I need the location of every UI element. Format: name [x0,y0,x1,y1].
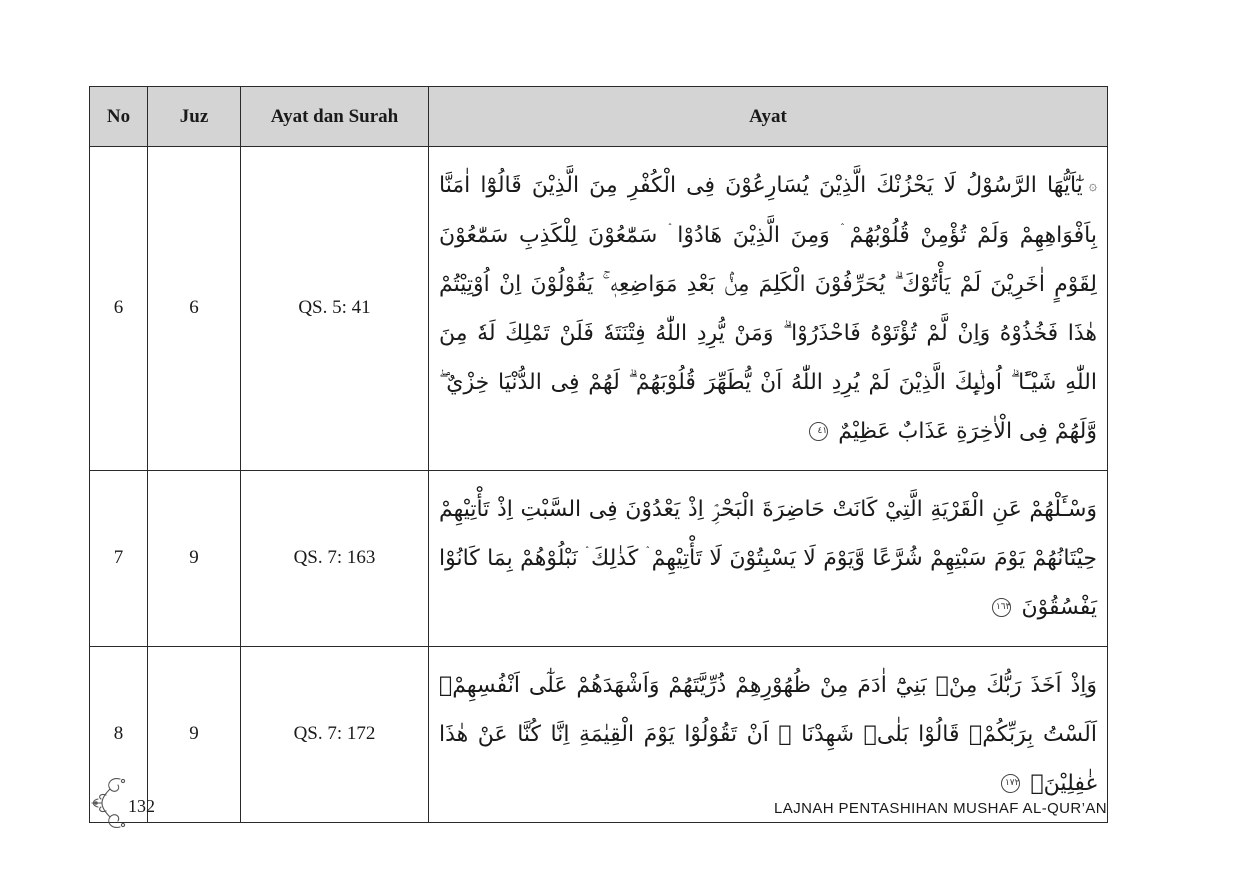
row-ayat-cell [429,147,1108,471]
row-juz: 6 [148,147,241,471]
row-surah-reference: QS. 7: 172 [241,646,429,822]
page-number: 132 [128,796,155,816]
ayat-table [89,86,1108,823]
verse-end-marker: ٤١ [809,422,828,441]
row-surah-reference: QS. 5: 41 [241,147,429,471]
row-juz: 9 [148,470,241,646]
verse-end-marker: ١٧٢ [1001,774,1020,793]
verse-end-marker: ١٦٣ [992,598,1011,617]
ayat-text-block [439,661,1097,808]
ayat-text: وَسْـَٔلْهُمْ عَنِ الْقَرْيَةِ الَّتِيْ كَانَتْ حَاضِرَةَ الْبَحْرِۘ اِذْ يَعْدُوْنَ فِى السَّبْتِ اِذْ تَأْتِيْهِمْ حِيْتَانُهُمْ يَوْمَ سَبْتِهِمْ شُرَّعًا وَّيَوْمَ لَا يَسْبِتُوْنَ لَا تَأْتِيْهِمْ ۛ كَذٰلِكَ ۛ نَبْلُوْهُمْ بِمَا كَانُوْا يَفْسُقُوْنَ [439,496,1097,620]
ayat-text-block [439,161,1097,456]
row-number: 6 [90,147,148,471]
header-juz: Juz [148,87,241,147]
table-row [90,646,1108,822]
rub-el-hizb-icon: ۞ [1088,177,1097,194]
floral-ornament-icon [90,773,132,833]
row-number: 8 [90,646,148,822]
ayat-text: وَاِذْ اَخَذَ رَبُّكَ مِنْۢ بَنِيْٓ اٰدَمَ مِنْ ظُهُوْرِهِمْ ذُرِّيَّتَهُمْ وَاَشْهَدَهُمْ عَلٰٓى اَنْفُسِهِمْۚ اَلَسْتُ بِرَبِّكُمْۗ قَالُوْا بَلٰىۛ شَهِدْنَا ۛ اَنْ تَقُوْلُوْا يَوْمَ الْقِيٰمَةِ اِنَّا كُنَّا عَنْ هٰذَا غٰفِلِيْنَۙ [439,672,1097,796]
header-ayat: Ayat [429,87,1108,147]
table-row [90,147,1108,471]
table-header-row [90,87,1108,147]
ayat-text: يٰٓاَيُّهَا الرَّسُوْلُ لَا يَحْزُنْكَ الَّذِيْنَ يُسَارِعُوْنَ فِى الْكُفْرِ مِنَ الَّذِيْنَ قَالُوْٓا اٰمَنَّا بِاَفْوَاهِهِمْ وَلَمْ تُؤْمِنْ قُلُوْبُهُمْ ۛ وَمِنَ الَّذِيْنَ هَادُوْا ۛ سَمّٰعُوْنَ لِلْكَذِبِ سَمّٰعُوْنَ لِقَوْمٍ اٰخَرِيْنَ لَمْ يَأْتُوْكَ ۗ يُحَرِّفُوْنَ الْكَلِمَ مِنْۢ بَعْدِ مَوَاضِعِهٖ ۚ يَقُوْلُوْنَ اِنْ اُوْتِيْتُمْ هٰذَا فَخُذُوْهُ وَاِنْ لَّمْ تُؤْتَوْهُ فَاحْذَرُوْا ۗ وَمَنْ يُّرِدِ اللّٰهُ فِتْنَتَهٗ فَلَنْ تَمْلِكَ لَهٗ مِنَ اللّٰهِ شَيْـًٔا ۗ اُولٰۤىِٕكَ الَّذِيْنَ لَمْ يُرِدِ اللّٰهُ اَنْ يُّطَهِّرَ قُلُوْبَهُمْ ۗ لَهُمْ فِى الدُّنْيَا خِزْيٌ ۖ وَّلَهُمْ فِى الْاٰخِرَةِ عَذَابٌ عَظِيْمٌ [439,173,1097,444]
row-ayat-cell [429,470,1108,646]
row-number: 7 [90,470,148,646]
table-row [90,470,1108,646]
row-ayat-cell [429,646,1108,822]
header-ayat-dan-surah: Ayat dan Surah [241,87,429,147]
row-surah-reference: QS. 7: 163 [241,470,429,646]
header-no: No [90,87,148,147]
footer-title: LAJNAH PENTASHIHAN MUSHAF AL-QUR’AN [774,800,1107,817]
row-juz: 9 [148,646,241,822]
ayat-text-block [439,485,1097,632]
